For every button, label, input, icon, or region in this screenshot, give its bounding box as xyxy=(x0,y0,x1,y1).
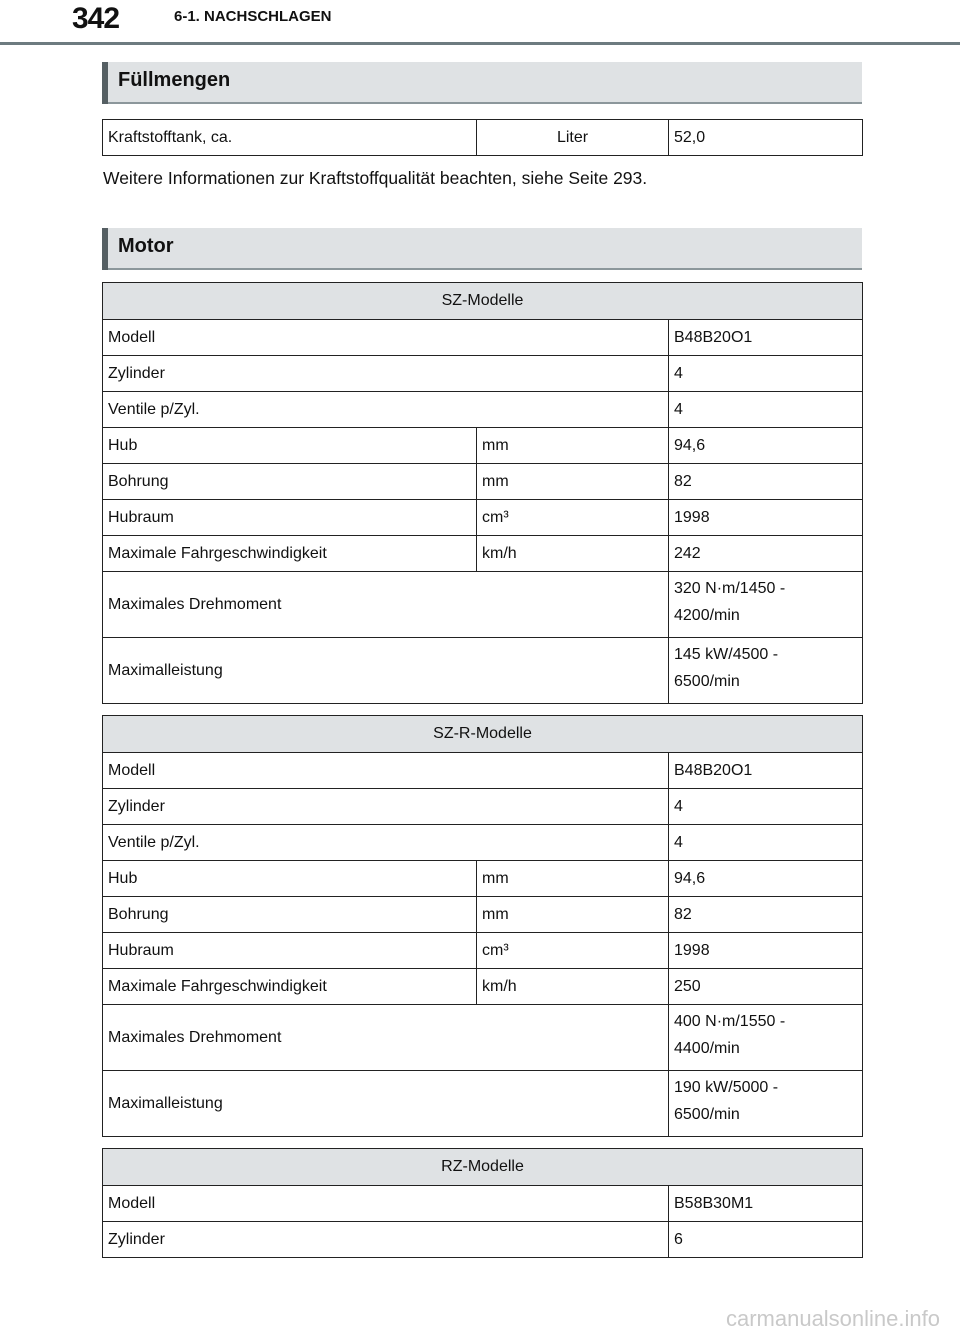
table-row xyxy=(103,392,863,428)
row-value: B48B20O1 xyxy=(669,753,863,789)
table-row xyxy=(103,120,863,156)
table-header-row xyxy=(103,283,863,320)
row-label: Zylinder xyxy=(103,356,669,392)
table-row xyxy=(103,1005,863,1071)
row-label: Modell xyxy=(103,753,669,789)
section-fuellmengen xyxy=(102,62,862,104)
section-motor xyxy=(102,228,862,270)
row-label: Maximale Fahrgeschwindigkeit xyxy=(103,536,477,572)
table-row xyxy=(103,428,863,464)
table-header-row xyxy=(103,716,863,753)
page-number: 342 xyxy=(72,2,120,35)
table-row xyxy=(103,1071,863,1137)
row-value: 4 xyxy=(669,356,863,392)
value-line: 4400/min xyxy=(674,1040,740,1057)
value-line: 190 kW/5000 - xyxy=(674,1079,779,1096)
row-label: Bohrung xyxy=(103,464,477,500)
row-value: 94,6 xyxy=(669,861,863,897)
row-label: Zylinder xyxy=(103,1222,669,1258)
table-row xyxy=(103,1222,863,1258)
row-value xyxy=(669,1005,863,1071)
table-row xyxy=(103,897,863,933)
row-value: 82 xyxy=(669,897,863,933)
row-value: 4 xyxy=(669,825,863,861)
row-label: Modell xyxy=(103,1186,669,1222)
value-line: 145 kW/4500 - xyxy=(674,646,779,663)
row-value: 6 xyxy=(669,1222,863,1258)
row-label: Hub xyxy=(103,861,477,897)
rz-models-table xyxy=(102,1148,863,1258)
row-value xyxy=(669,572,863,638)
table-row xyxy=(103,933,863,969)
row-unit: cm³ xyxy=(477,500,669,536)
row-label: Zylinder xyxy=(103,789,669,825)
fuel-quality-note: Weitere Informationen zur Kraftstoffqualität beachten, siehe Seite 293. xyxy=(103,168,648,188)
table-header-row xyxy=(103,1149,863,1186)
row-label: Hubraum xyxy=(103,933,477,969)
table-row xyxy=(103,969,863,1005)
row-label: Hub xyxy=(103,428,477,464)
value-line: 400 N·m/1550 - xyxy=(674,1013,786,1030)
row-value: 1998 xyxy=(669,500,863,536)
row-label: Ventile p/Zyl. xyxy=(103,392,669,428)
table-row xyxy=(103,500,863,536)
row-value: B58B30M1 xyxy=(669,1186,863,1222)
header-rule xyxy=(0,42,960,45)
row-value xyxy=(669,638,863,704)
row-label: Maximales Drehmoment xyxy=(103,1005,669,1071)
table-row xyxy=(103,1186,863,1222)
table-row xyxy=(103,825,863,861)
sz-heading: SZ-Modelle xyxy=(103,283,863,320)
row-unit: km/h xyxy=(477,969,669,1005)
table-row xyxy=(103,638,863,704)
row-label: Modell xyxy=(103,320,669,356)
row-unit: mm xyxy=(477,861,669,897)
table-row xyxy=(103,320,863,356)
row-unit: cm³ xyxy=(477,933,669,969)
sz-models-table xyxy=(102,282,863,704)
row-unit: mm xyxy=(477,897,669,933)
row-unit: mm xyxy=(477,464,669,500)
row-value: 4 xyxy=(669,789,863,825)
row-value: 250 xyxy=(669,969,863,1005)
fuel-tank-value: 52,0 xyxy=(669,120,863,156)
row-value: 242 xyxy=(669,536,863,572)
row-value xyxy=(669,1071,863,1137)
table-row xyxy=(103,789,863,825)
value-line: 6500/min xyxy=(674,1106,740,1123)
page-header xyxy=(0,0,960,46)
row-label: Bohrung xyxy=(103,897,477,933)
row-label: Ventile p/Zyl. xyxy=(103,825,669,861)
row-label: Maximalleistung xyxy=(103,1071,669,1137)
row-value: B48B20O1 xyxy=(669,320,863,356)
value-line: 4200/min xyxy=(674,607,740,624)
fuel-tank-unit: Liter xyxy=(477,120,669,156)
table-row xyxy=(103,861,863,897)
szr-models-table xyxy=(102,715,863,1137)
rz-heading: RZ-Modelle xyxy=(103,1149,863,1186)
row-label: Hubraum xyxy=(103,500,477,536)
row-label: Maximalleistung xyxy=(103,638,669,704)
chapter-title: 6-1. NACHSCHLAGEN xyxy=(174,8,332,25)
row-unit: km/h xyxy=(477,536,669,572)
section-title-fuellmengen: Füllmengen xyxy=(118,69,231,91)
fuellmengen-table xyxy=(102,119,863,156)
row-label: Maximale Fahrgeschwindigkeit xyxy=(103,969,477,1005)
fuel-tank-label: Kraftstofftank, ca. xyxy=(103,120,477,156)
table-row xyxy=(103,572,863,638)
watermark: carmanualsonline.info xyxy=(725,1306,940,1331)
table-row xyxy=(103,464,863,500)
table-row xyxy=(103,753,863,789)
row-value: 4 xyxy=(669,392,863,428)
table-row xyxy=(103,536,863,572)
value-line: 6500/min xyxy=(674,673,740,690)
table-row xyxy=(103,356,863,392)
section-title-motor: Motor xyxy=(118,235,174,257)
row-value: 82 xyxy=(669,464,863,500)
row-value: 1998 xyxy=(669,933,863,969)
row-value: 94,6 xyxy=(669,428,863,464)
row-label: Maximales Drehmoment xyxy=(103,572,669,638)
szr-heading: SZ-R-Modelle xyxy=(103,716,863,753)
value-line: 320 N·m/1450 - xyxy=(674,580,786,597)
row-unit: mm xyxy=(477,428,669,464)
